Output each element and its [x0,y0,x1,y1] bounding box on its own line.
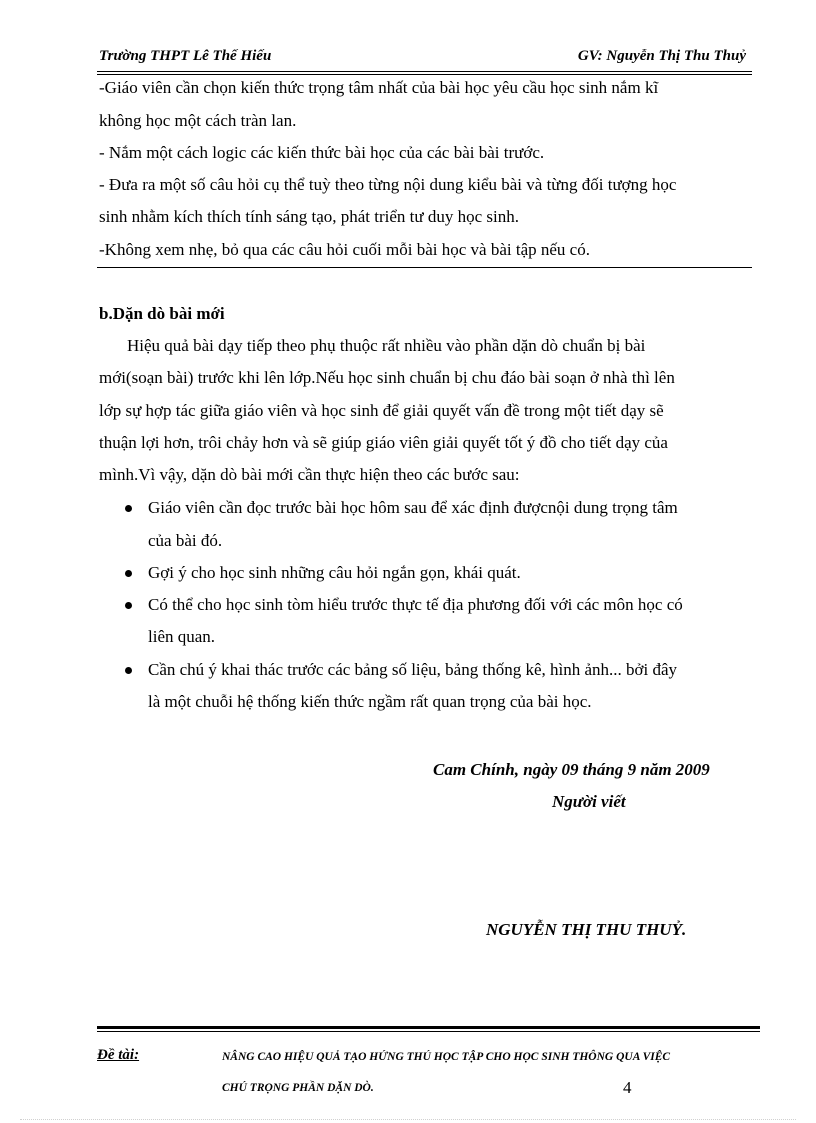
footer-rule [97,1031,760,1032]
signature-name: NGUYỄN THỊ THU THUỶ. [486,920,687,939]
bullet-line: Cần chú ý khai thác trước các bảng số liệu, bảng thống kê, hình ảnh... bởi đây [148,660,678,679]
paragraph-line: thuận lợi hơn, trôi chảy hơn và sẽ giúp giáo viên giải quyết tốt ý đồ cho tiết dạy của [99,433,668,452]
footer-rule [97,1026,760,1029]
bullet-line: liên quan. [148,627,216,646]
intro-line: -Không xem nhẹ, bỏ qua các câu hỏi cuối mỗi bài học và bài tập nếu có. [99,240,590,259]
bullet-line: Gợi ý cho học sinh những câu hỏi ngắn gọn, khái quát. [148,563,521,582]
footer-topic-title: CHÚ TRỌNG PHẦN DẶN DÒ. [222,1082,374,1094]
footer-topic-title: NÂNG CAO HIỆU QUẢ TẠO HỨNG THÚ HỌC TẬP CHO HỌC SINH THÔNG QUA VIỆC [222,1051,671,1063]
paragraph-line: Hiệu quả bài dạy tiếp theo phụ thuộc rất nhiều vào phần dặn dò chuẩn bị bài [127,336,646,355]
signature-place-date: Cam Chính, ngày 09 tháng 9 năm 2009 [433,760,710,779]
intro-line: - Nắm một cách logic các kiến thức bài học của các bài bài trước. [99,143,545,162]
intro-line: sinh nhằm kích thích tính sáng tạo, phát triển tư duy học sinh. [99,207,519,226]
bullet-line: Giáo viên cần đọc trước bài học hôm sau để xác định đượcnội dung trọng tâm [148,498,678,517]
page-number: 4 [623,1078,632,1097]
page-edge [20,1119,796,1120]
bullet-line: là một chuỗi hệ thống kiến thức ngầm rất quan trọng của bài học. [148,692,592,711]
paragraph-line: mình.Vì vậy, dặn dò bài mới cần thực hiện theo các bước sau: [99,465,520,484]
intro-line: không học một cách tràn lan. [99,111,297,130]
intro-line: -Giáo viên cần chọn kiến thức trọng tâm nhất của bài học yêu cầu học sinh nắm kĩ [99,78,659,97]
bullet-line: Có thể cho học sinh tòm hiểu trước thực tế địa phương đối với các môn học có [148,595,683,614]
header-teacher: GV: Nguyễn Thị Thu Thuỷ [577,48,746,64]
footer-label: Đề tài: [97,1047,140,1063]
bullet-dot [125,667,132,674]
section-heading: b.Dặn dò bài mới [99,304,225,323]
paragraph-line: mới(soạn bài) trước khi lên lớp.Nếu học sinh chuẩn bị chu đáo bài soạn ở nhà thì lên [99,368,675,387]
bullet-dot [125,505,132,512]
bullet-dot [125,602,132,609]
signature-role: Người viết [552,792,626,811]
section-divider [97,267,752,268]
bullet-dot [125,570,132,577]
bullet-line: của bài đó. [148,531,223,550]
paragraph-line: lớp sự hợp tác giữa giáo viên và học sinh để giải quyết vấn đề trong một tiết dạy sẽ [99,401,664,420]
intro-line: - Đưa ra một số câu hỏi cụ thể tuỳ theo từng nội dung kiểu bài và từng đối tượng học [99,175,677,194]
header-school: Trường THPT Lê Thế Hiếu [99,48,272,64]
header-rule [97,74,752,75]
header-rule [97,71,752,72]
